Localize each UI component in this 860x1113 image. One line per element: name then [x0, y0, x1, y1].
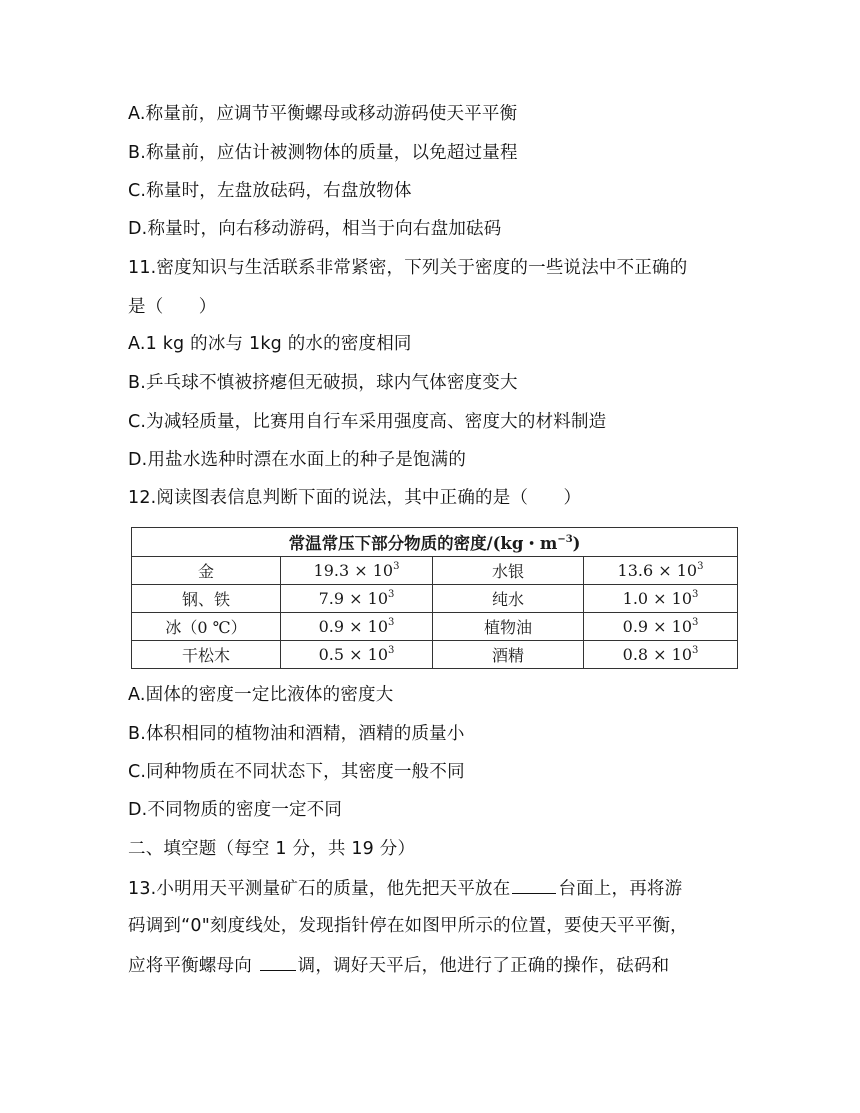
table-row [132, 641, 738, 669]
option-b-q12: B.体积相同的植物油和酒精，酒精的质量小 [128, 724, 465, 744]
density-value: $7.9 \times 10^3$ [281, 585, 433, 613]
substance-name: 水银 [433, 557, 584, 585]
option-b-q10: B.称量前，应估计被测物体的质量，以免超过量程 [128, 143, 518, 163]
option-b-q11: B.乒乓球不慎被挤瘪但无破损，球内气体密度变大 [128, 373, 518, 393]
substance-name: 纯水 [433, 585, 584, 613]
option-c-q11: C.为减轻质量，比赛用自行车采用强度高、密度大的材料制造 [128, 412, 607, 432]
section-2-heading: 二、填空题（每空 1 分，共 19 分） [128, 839, 416, 859]
table-row [132, 585, 738, 613]
option-c-q10: C.称量时，左盘放砝码，右盘放物体 [128, 181, 412, 201]
substance-name: 干松木 [132, 641, 281, 669]
table-row [132, 613, 738, 641]
density-value: $0.9 \times 10^3$ [584, 613, 738, 641]
question-13-line-2: 码调到“0"刻度线处，发现指针停在如图甲所示的位置，要使天平平衡， [128, 916, 688, 936]
question-12-stem: 12.阅读图表信息判断下面的说法，其中正确的是（ ） [128, 488, 582, 508]
substance-name: 冰（0 ℃） [132, 613, 281, 641]
option-d-q12: D.不同物质的密度一定不同 [128, 800, 343, 820]
question-13-line-3: 应将平衡螺母向 调，调好天平后，他进行了正确的操作，砝码和 [128, 952, 669, 978]
question-11-stem-cont: 是（ ） [128, 297, 217, 317]
option-a-q11: A.1 kg 的冰与 1kg 的水的密度相同 [128, 334, 412, 354]
density-table [131, 527, 738, 669]
density-value: $0.8 \times 10^3$ [584, 641, 738, 669]
option-a-q10: A.称量前，应调节平衡螺母或移动游码使天平平衡 [128, 104, 518, 124]
substance-name: 植物油 [433, 613, 584, 641]
density-value: $1.0 \times 10^3$ [584, 585, 738, 613]
option-c-q12: C.同种物质在不同状态下，其密度一般不同 [128, 762, 465, 782]
substance-name: 酒精 [433, 641, 584, 669]
substance-name: 钢、铁 [132, 585, 281, 613]
substance-name: 金 [132, 557, 281, 585]
density-value: $13.6 \times 10^3$ [584, 557, 738, 585]
table-row [132, 557, 738, 585]
option-d-q10: D.称量时，向右移动游码，相当于向右盘加砝码 [128, 219, 502, 239]
question-11-stem: 11.密度知识与生活联系非常紧密，下列关于密度的一些说法中不正确的 [128, 258, 688, 278]
option-a-q12: A.固体的密度一定比液体的密度大 [128, 685, 394, 705]
density-value: $0.5 \times 10^3$ [281, 641, 433, 669]
density-value: $0.9 \times 10^3$ [281, 613, 433, 641]
question-13-line-1: 13.小明用天平测量矿石的质量，他先把天平放在 台面上，再将游 [128, 875, 682, 901]
density-value: $19.3 \times 10^3$ [281, 557, 433, 585]
table-caption: 常温常压下部分物质的密度/(kg・$m^{-3}$) [132, 528, 738, 557]
answer-blank [260, 952, 296, 971]
option-d-q11: D.用盐水选种时漂在水面上的种子是饱满的 [128, 450, 467, 470]
answer-blank [512, 875, 556, 894]
